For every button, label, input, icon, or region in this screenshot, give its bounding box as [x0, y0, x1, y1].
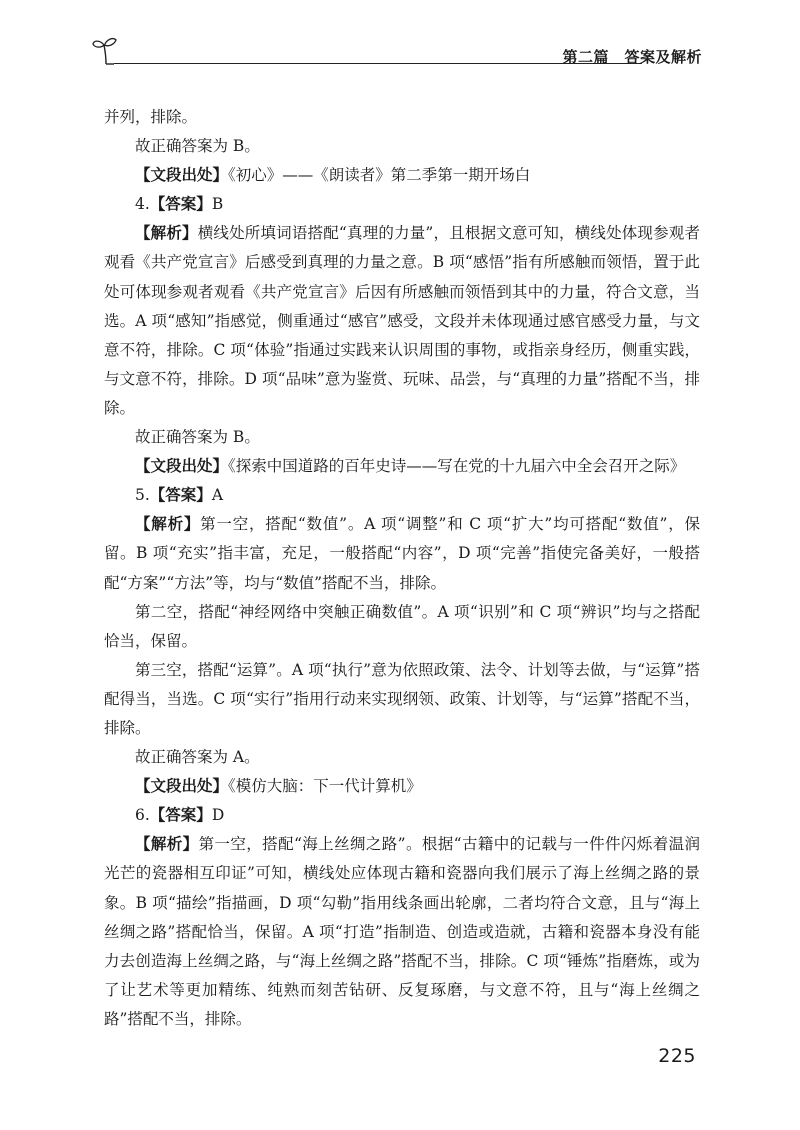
source-label: 【文段出处】: [135, 457, 229, 476]
source-text: 《模仿大脑：下一代计算机》: [228, 777, 422, 796]
analysis-text: 第一空，搭配“海上丝绸之路”。根据“古籍中的记载与一件件闪烁着温润光芒的瓷器相互印证”可知，横线处应体现古籍和瓷器向我们展示了海上丝绸之路的景象。B 项“描绘”指描画，D 项“勾勒”指用线条画出轮廓，二者均符合文意，且与“海上丝绸之路”搭配恰当，保留。A 项“打造”指制造、创造或造就，古籍和瓷器本身没有能力去创造海上丝绸之路，与“海上丝绸之路”搭配不当，排除。C 项“锤炼”指磨炼，或为了让艺术等更加精练、纯熟而刻苦钻研、反复琢磨，与文意不符，且与“海上丝绸之路”搭配不当，排除。: [104, 835, 700, 1028]
analysis-paragraph-5: [104, 510, 700, 597]
section-title: 第二篇 答案及解析: [562, 48, 702, 66]
answer-line-6: [104, 801, 700, 830]
source-text: 《初心》——《朗读者》第二季第一期开场白: [228, 166, 531, 185]
source-line: [104, 161, 700, 190]
analysis-paragraph-5-blank-3: 第三空，搭配“运算”。A 项“执行”意为依照政策、法令、计划等去做，与“运算”搭配得当，当选。C 项“实行”指用行动来实现纲领、政策、计划等，与“运算”搭配不当，排除。: [104, 660, 700, 737]
conclusion-line: 故正确答案为 A。: [135, 748, 260, 767]
answer-line-5: [104, 481, 700, 510]
analysis-paragraph-6: [104, 830, 700, 1034]
analysis-text: 横线处所填词语搭配“真理的力量”，且根据文意可知，横线处体现参观者观看《共产党宣言》后感受到真理的力量之意。B 项“感悟”指有所感触而领悟，置于此处可体现参观者观看《共产党宣言》后因有所感触而领悟到其中的力量，符合文意，当选。A 项“感知”指感觉，侧重通过“感官”感受，文段并未体现通过感官感受力量，与文意不符，排除。C 项“体验”指通过实践来认识周围的事物，或指亲身经历，侧重实践，与文意不符，排除。D 项“品味”意为鉴赏、玩味、品尝，与“真理的力量”搭配不当，排除。: [104, 224, 700, 417]
analysis-paragraph-4: [104, 219, 700, 423]
sprout-icon: [92, 30, 122, 70]
answer-value: A: [211, 486, 224, 505]
answer-label: 【答案】: [149, 486, 212, 505]
source-label: 【文段出处】: [135, 166, 229, 185]
analysis-label: 【解析】: [135, 515, 201, 534]
conclusion-line: 故正确答案为 B。: [135, 137, 260, 156]
page-number: 225: [658, 1045, 696, 1067]
answer-label: 【答案】: [149, 806, 212, 825]
source-text: 《探索中国道路的百年史诗——写在党的十九届六中全会召开之际》: [228, 457, 686, 476]
answer-line-4: [104, 190, 700, 219]
analysis-paragraph-5-blank-2: 第二空，搭配“神经网络中突触正确数值”。A 项“识别”和 C 项“辨识”均与之搭配恰当，保留。: [104, 602, 700, 650]
answer-value: D: [211, 806, 225, 825]
conclusion-line: 故正确答案为 B。: [135, 428, 260, 447]
analysis-text: 第一空，搭配“数值”。A 项“调整”和 C 项“扩大”均可搭配“数值”，保留。B 项“充实”指丰富，充足，一般搭配“内容”，D 项“完善”指使完备美好，一般搭配“方案”“方法”等，均与“数值”搭配不当，排除。: [104, 515, 700, 592]
question-number: 6.: [135, 806, 150, 825]
continuation-line: 并列，排除。: [104, 108, 198, 126]
question-number: 4.: [135, 195, 150, 214]
source-line: [104, 452, 700, 481]
analysis-label: 【解析】: [135, 224, 198, 243]
answer-text-body: [104, 103, 700, 1034]
answer-value: B: [211, 195, 224, 214]
running-header: [92, 30, 702, 70]
source-line: [104, 772, 700, 801]
source-label: 【文段出处】: [135, 777, 229, 796]
analysis-label: 【解析】: [135, 835, 199, 854]
question-number: 5.: [135, 486, 150, 505]
answer-label: 【答案】: [149, 195, 212, 214]
